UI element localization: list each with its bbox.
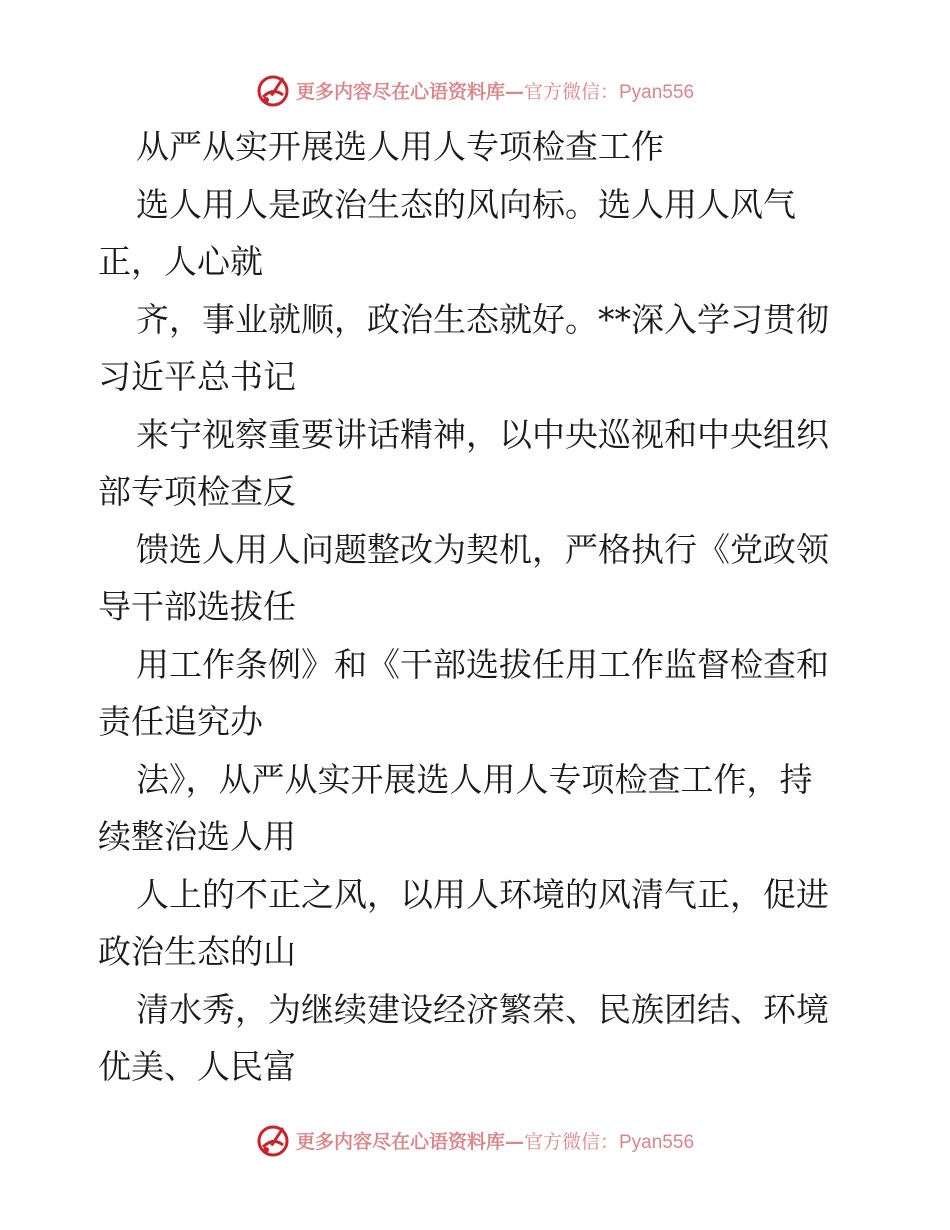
footer-banner-main-text: 更多内容尽在心语资料库— — [295, 1130, 524, 1153]
paragraph-line: 优美、人民富 — [98, 1047, 296, 1086]
paragraph-line: 导干部选拔任 — [98, 587, 296, 626]
footer-banner-content — [256, 1123, 694, 1157]
footer-banner-wechat-text: 官方微信：Pyan556 — [524, 1131, 695, 1153]
book-quill-logo-icon — [256, 1123, 290, 1157]
paragraph-line: 部专项检查反 — [98, 472, 296, 511]
paragraph-line: 续整治选人用 — [98, 817, 296, 856]
paragraph-line: 正，人心就 — [98, 242, 263, 281]
header-banner — [0, 70, 950, 110]
document-body — [98, 118, 858, 1096]
header-banner-wechat-text: 官方微信：Pyan556 — [524, 81, 695, 103]
paragraph-line: 齐，事业就顺，政治生态就好。**深入学习贯彻 — [136, 299, 829, 339]
paragraph-line: 用工作条例》和《干部选拔任用工作监督检查和 — [136, 644, 829, 684]
paragraph-line: 责任追究办 — [98, 702, 263, 741]
paragraph-line: 清水秀，为继续建设经济繁荣、民族团结、环境 — [136, 989, 829, 1029]
footer-banner-text — [296, 1127, 694, 1154]
header-banner-content — [256, 73, 694, 107]
paragraph-line: 馈选人用人问题整改为契机，严格执行《党政领 — [136, 529, 829, 569]
footer-banner — [0, 1120, 950, 1160]
header-banner-main-text: 更多内容尽在心语资料库— — [295, 80, 524, 103]
paragraph-line: 人上的不正之风，以用人环境的风清气正，促进 — [136, 874, 829, 914]
paragraph-line: 政治生态的山 — [98, 932, 296, 971]
paragraph-line: 选人用人是政治生态的风向标。选人用人风气 — [136, 184, 796, 224]
paragraph-line: 习近平总书记 — [98, 357, 296, 396]
paragraph-line: 法》，从严从实开展选人用人专项检查工作，持 — [136, 759, 813, 799]
document-title: 从严从实开展选人用人专项检查工作 — [136, 127, 664, 166]
paragraph-line: 来宁视察重要讲话精神，以中央巡视和中央组织 — [136, 414, 829, 454]
header-banner-text — [296, 77, 694, 104]
book-quill-logo-icon — [256, 73, 290, 107]
